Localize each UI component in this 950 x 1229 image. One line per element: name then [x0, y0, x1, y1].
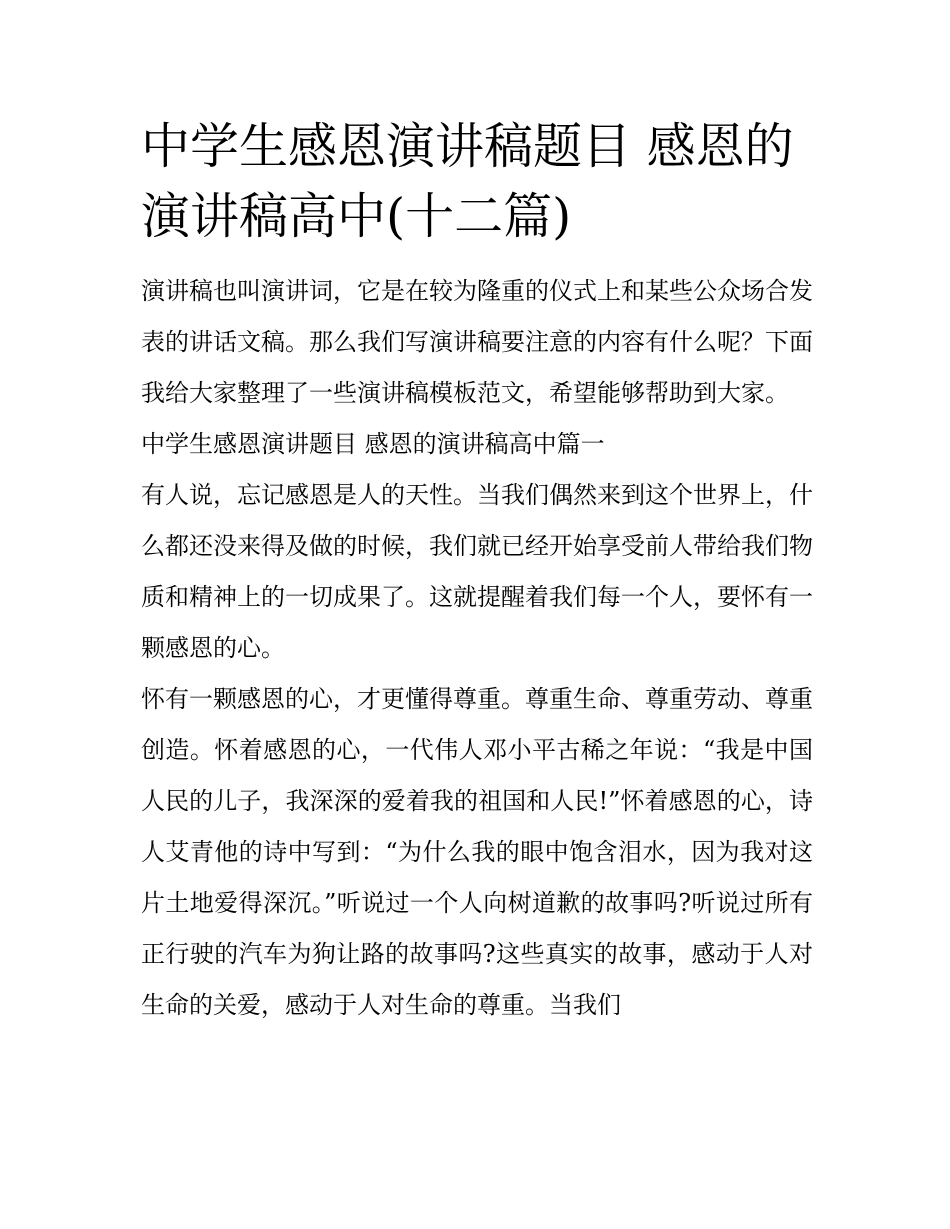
document-page — [141, 112, 813, 1031]
title-line-1: 中学生感恩演讲稿题目 感恩的 — [141, 118, 794, 175]
document-title — [141, 112, 813, 252]
title-line-2: 演讲稿高中(十二篇) — [141, 188, 572, 245]
body-paragraph-1: 有人说，忘记感恩是人的天性。当我们偶然来到这个世界上，什么都还没来得及做的时候，我们就已经开始享受前人带给我们物质和精神上的一切成果了。这就提醒着我们每一个人，要怀有一颗感恩的心。 — [141, 481, 813, 662]
section-heading: 中学生感恩演讲题目 感恩的演讲稿高中篇一 — [141, 430, 605, 458]
intro-paragraph: 演讲稿也叫演讲词，它是在较为隆重的仪式上和某些公众场合发表的讲话文稿。那么我们写演讲稿要注意的内容有什么呢？下面我给大家整理了一些演讲稿模板范文，希望能够帮助到大家。 — [141, 277, 813, 407]
body-paragraph-2: 怀有一颗感恩的心，才更懂得尊重。尊重生命、尊重劳动、尊重创造。怀着感恩的心，一代伟人邓小平古稀之年说：“我是中国人民的儿子，我深深的爱着我的祖国和人民!”怀着感恩的心，诗人艾青他的诗中写到：“为什么我的眼中饱含泪水，因为我对这片土地爱得深沉。”听说过一个人向树道歉的故事吗?听说过所有正行驶的汽车为狗让路的故事吗?这些真实的故事，感动于人对生命的关爱，感动于人对生命的尊重。当我们 — [141, 685, 813, 1019]
